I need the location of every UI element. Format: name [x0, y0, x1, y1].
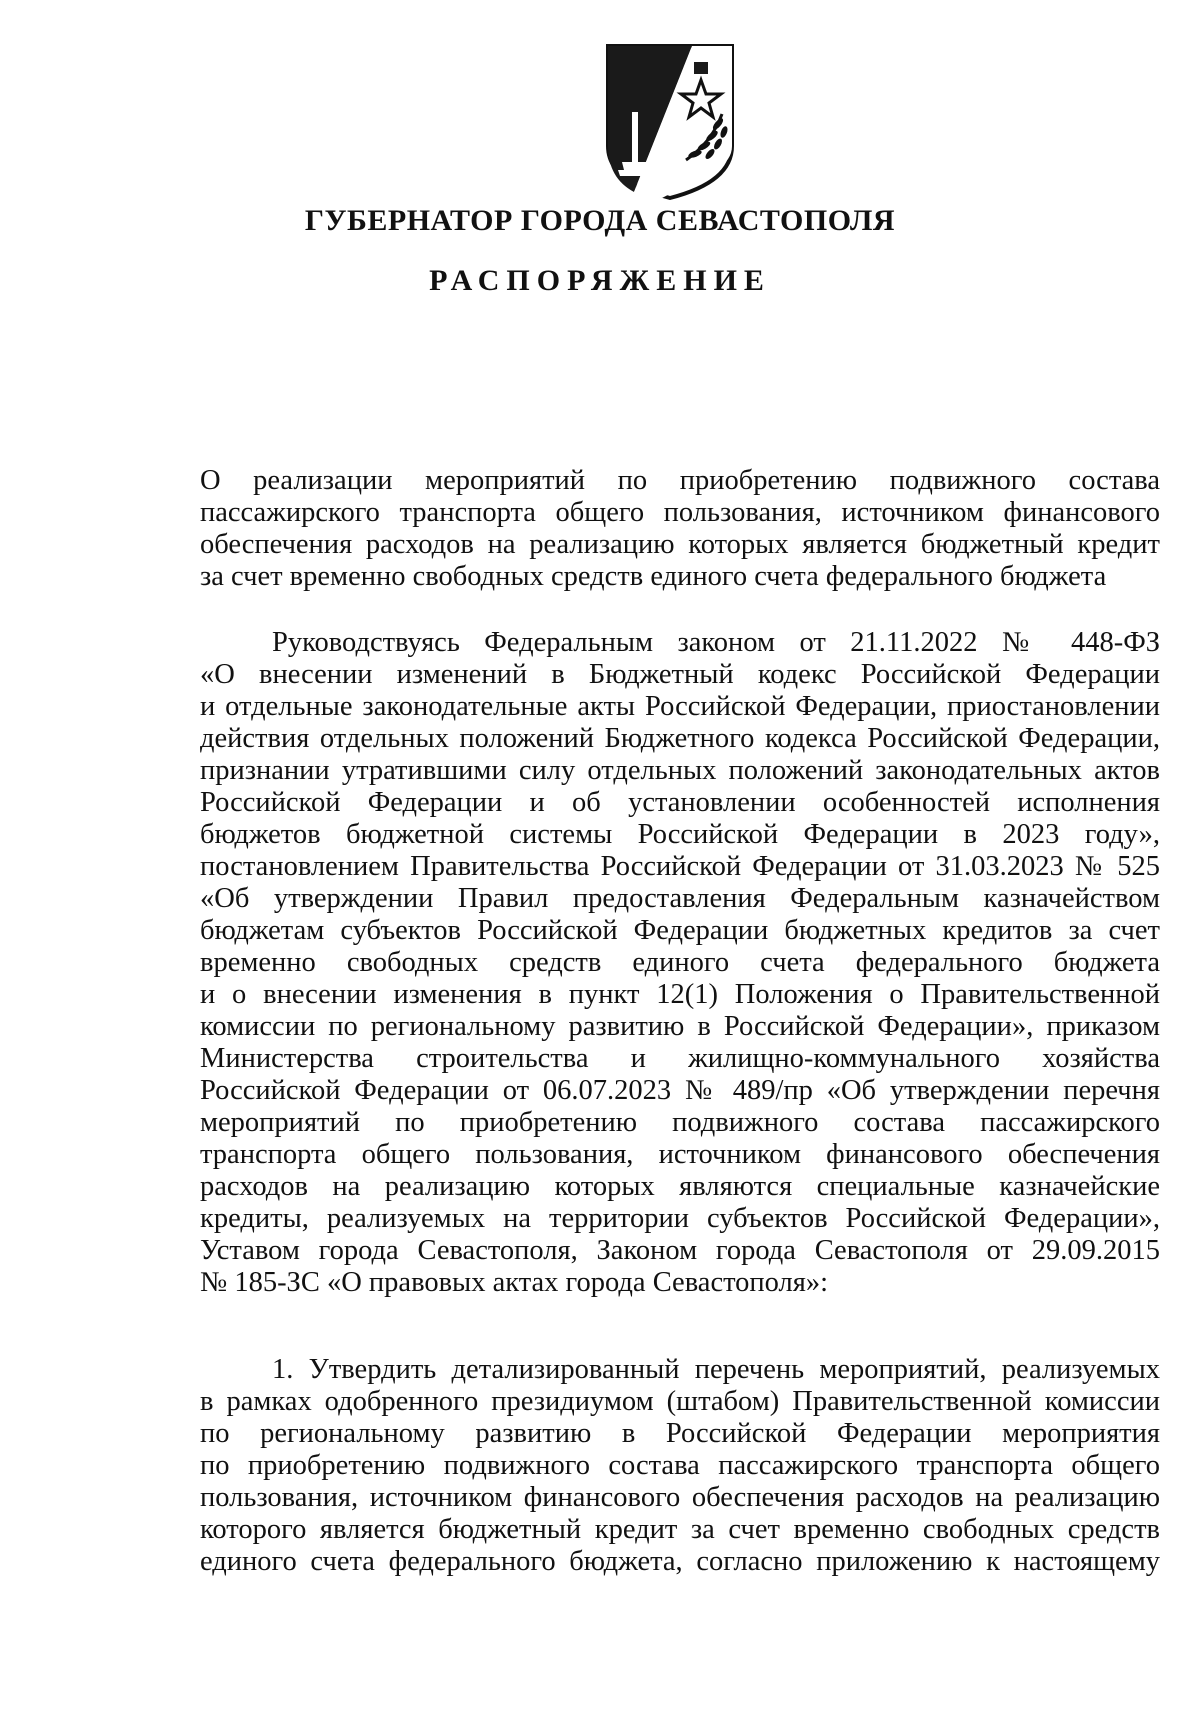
document-type: РАСПОРЯЖЕНИЕ — [429, 264, 771, 297]
subject-line: за счет временно свободных средств единого счета федерального бюджета — [200, 561, 1107, 592]
preamble-line: признании утратившими силу отдельных положений законодательных актов — [200, 755, 1160, 786]
preamble-line: бюджетам субъектов Российской Федерации бюджетных кредитов за счет — [200, 915, 1160, 946]
preamble-line: и о внесении изменения в пункт 12(1) Положения о Правительственной — [200, 979, 1160, 1010]
preamble-line: Российской Федерации и об установлении особенностей исполнения — [200, 787, 1160, 818]
issuing-authority: ГУБЕРНАТОР ГОРОДА СЕВАСТОПОЛЯ — [304, 204, 896, 237]
preamble-line: бюджетов бюджетной системы Российской Федерации в 2023 году», — [200, 819, 1160, 850]
sevastopol-coat-of-arms-icon — [604, 42, 736, 200]
item-line: которого является бюджетный кредит за счет временно свободных средств — [200, 1514, 1160, 1545]
preamble-line: № 185-ЗС «О правовых актах города Севастополя»: — [200, 1267, 829, 1298]
preamble-line: и отдельные законодательные акты Российской Федерации, приостановлении — [200, 691, 1160, 722]
preamble-line: комиссии по региональному развитию в Российской Федерации», приказом — [200, 1011, 1160, 1042]
preamble-line: мероприятий по приобретению подвижного состава пассажирского — [200, 1107, 1160, 1138]
item-line: по региональному развитию в Российской Федерации мероприятия — [200, 1418, 1160, 1449]
preamble-line: временно свободных средств единого счета федерального бюджета — [200, 947, 1160, 978]
item-line: 1. Утвердить детализированный перечень мероприятий, реализуемых — [272, 1354, 1160, 1385]
preamble-line: кредиты, реализуемых на территории субъектов Российской Федерации», — [200, 1203, 1160, 1234]
document-subject — [200, 465, 1160, 593]
preamble-line: действия отдельных положений Бюджетного кодекса Российской Федерации, — [200, 723, 1160, 754]
subject-line: О реализации мероприятий по приобретению подвижного состава — [200, 465, 1160, 496]
preamble-line: «Об утверждении Правил предоставления Федеральным казначейством — [200, 883, 1160, 914]
item-line: пользования, источником финансового обеспечения расходов на реализацию — [200, 1482, 1160, 1513]
item-line: в рамках одобренного президиумом (штабом) Правительственной комиссии — [200, 1386, 1160, 1417]
preamble-line: расходов на реализацию которых являются специальные казначейские — [200, 1171, 1160, 1202]
item-line: единого счета федерального бюджета, согласно приложению к настоящему — [200, 1546, 1160, 1577]
preamble-line: Российской Федерации от 06.07.2023 № 489/пр «Об утверждении перечня — [200, 1075, 1160, 1106]
preamble-line: транспорта общего пользования, источником финансового обеспечения — [200, 1139, 1160, 1170]
preamble-line: Уставом города Севастополя, Законом города Севастополя от 29.09.2015 — [200, 1235, 1160, 1266]
preamble-line: Руководствуясь Федеральным законом от 21.11.2022 № 448-ФЗ — [272, 627, 1160, 658]
subject-line: пассажирского транспорта общего пользования, источником финансового — [200, 497, 1160, 528]
subject-line: обеспечения расходов на реализацию которых является бюджетный кредит — [200, 529, 1160, 560]
preamble-paragraph — [200, 627, 1160, 1299]
numbered-item-1 — [200, 1354, 1160, 1578]
preamble-line: «О внесении изменений в Бюджетный кодекс Российской Федерации — [200, 659, 1160, 690]
preamble-line: постановлением Правительства Российской Федерации от 31.03.2023 № 525 — [200, 851, 1160, 882]
preamble-line: Министерства строительства и жилищно-коммунального хозяйства — [200, 1043, 1160, 1074]
item-line: по приобретению подвижного состава пассажирского транспорта общего — [200, 1450, 1160, 1481]
